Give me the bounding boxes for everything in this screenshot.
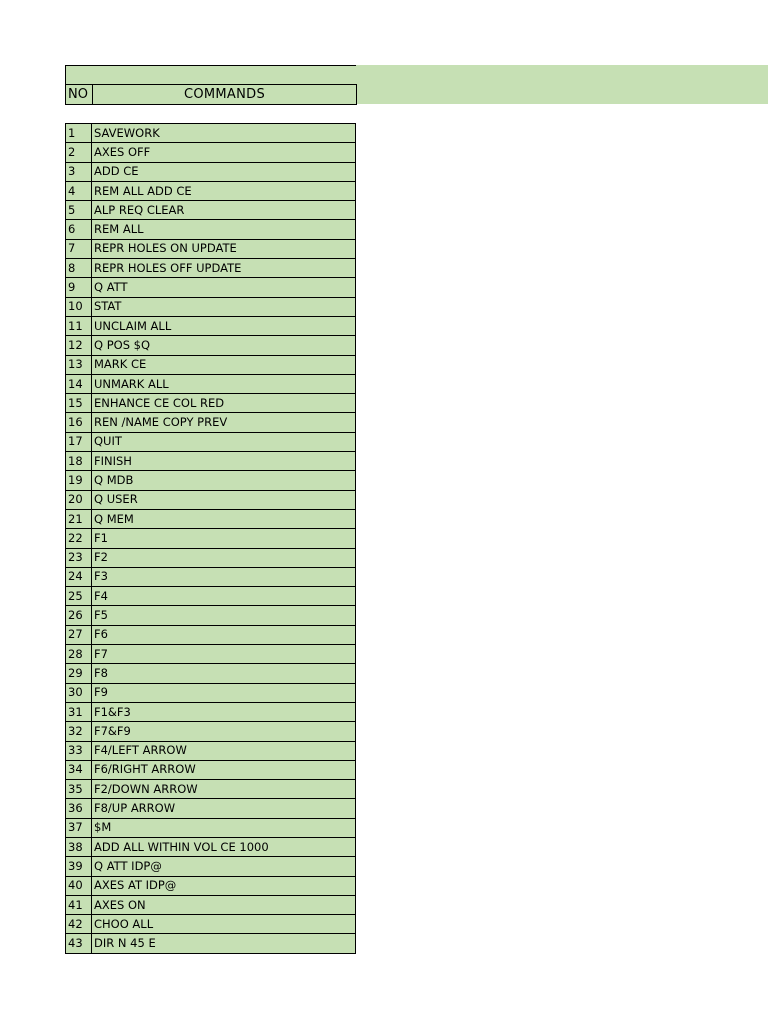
- table-row: [66, 278, 356, 297]
- command-cell[interactable]: FINISH: [92, 452, 356, 471]
- command-cell[interactable]: F9: [92, 683, 356, 702]
- command-cell[interactable]: ADD CE: [92, 162, 356, 181]
- table-row: [66, 587, 356, 606]
- commands-table-body: [66, 124, 356, 954]
- table-row: [66, 316, 356, 335]
- command-cell[interactable]: QUIT: [92, 432, 356, 451]
- row-number-cell[interactable]: 11: [66, 316, 92, 335]
- command-cell[interactable]: UNMARK ALL: [92, 374, 356, 393]
- row-number-cell[interactable]: 19: [66, 471, 92, 490]
- table-row: [66, 239, 356, 258]
- row-number-cell[interactable]: 8: [66, 259, 92, 278]
- row-number-cell[interactable]: 39: [66, 857, 92, 876]
- command-cell[interactable]: F6: [92, 625, 356, 644]
- row-number-cell[interactable]: 28: [66, 645, 92, 664]
- row-number-cell[interactable]: 23: [66, 548, 92, 567]
- table-row: [66, 297, 356, 316]
- command-cell[interactable]: F8/UP ARROW: [92, 799, 356, 818]
- command-cell[interactable]: F1: [92, 529, 356, 548]
- row-number-cell[interactable]: 10: [66, 297, 92, 316]
- row-number-cell[interactable]: 18: [66, 452, 92, 471]
- row-number-cell[interactable]: 20: [66, 490, 92, 509]
- command-cell[interactable]: SAVEWORK: [92, 124, 356, 143]
- command-cell[interactable]: REPR HOLES OFF UPDATE: [92, 259, 356, 278]
- row-number-cell[interactable]: 14: [66, 374, 92, 393]
- command-cell[interactable]: F7&F9: [92, 722, 356, 741]
- row-number-cell[interactable]: 12: [66, 336, 92, 355]
- row-number-cell[interactable]: 42: [66, 915, 92, 934]
- table-row: [66, 645, 356, 664]
- command-cell[interactable]: F6/RIGHT ARROW: [92, 760, 356, 779]
- table-row: [66, 837, 356, 856]
- command-cell[interactable]: ALP REQ CLEAR: [92, 201, 356, 220]
- command-cell[interactable]: REN /NAME COPY PREV: [92, 413, 356, 432]
- command-cell[interactable]: AXES AT IDP@: [92, 876, 356, 895]
- row-number-cell[interactable]: 21: [66, 509, 92, 528]
- command-cell[interactable]: Q MDB: [92, 471, 356, 490]
- row-number-cell[interactable]: 30: [66, 683, 92, 702]
- command-cell[interactable]: CHOO ALL: [92, 915, 356, 934]
- command-cell[interactable]: F1&F3: [92, 702, 356, 721]
- command-cell[interactable]: $M: [92, 818, 356, 837]
- row-number-cell[interactable]: 5: [66, 201, 92, 220]
- command-cell[interactable]: F4: [92, 587, 356, 606]
- row-number-cell[interactable]: 22: [66, 529, 92, 548]
- command-cell[interactable]: Q ATT: [92, 278, 356, 297]
- table-row: [66, 934, 356, 953]
- table-row: [66, 876, 356, 895]
- table-row: [66, 394, 356, 413]
- command-cell[interactable]: REM ALL ADD CE: [92, 181, 356, 200]
- table-row: [66, 374, 356, 393]
- row-number-cell[interactable]: 24: [66, 567, 92, 586]
- table-row: [66, 722, 356, 741]
- row-number-cell[interactable]: 31: [66, 702, 92, 721]
- row-number-cell[interactable]: 41: [66, 895, 92, 914]
- table-row: [66, 548, 356, 567]
- command-cell[interactable]: DIR N 45 E: [92, 934, 356, 953]
- table-row: [66, 625, 356, 644]
- table-row: [66, 567, 356, 586]
- table-row: [66, 336, 356, 355]
- table-row: [66, 220, 356, 239]
- table-row: [66, 664, 356, 683]
- row-number-cell[interactable]: 27: [66, 625, 92, 644]
- row-number-cell[interactable]: 2: [66, 143, 92, 162]
- table-row: [66, 857, 356, 876]
- table-row: [66, 181, 356, 200]
- row-number-cell[interactable]: 34: [66, 760, 92, 779]
- table-row: [66, 471, 356, 490]
- command-cell[interactable]: F3: [92, 567, 356, 586]
- row-number-cell[interactable]: 32: [66, 722, 92, 741]
- row-number-cell[interactable]: 25: [66, 587, 92, 606]
- command-cell[interactable]: Q USER: [92, 490, 356, 509]
- commands-table: [65, 123, 356, 954]
- table-row: [66, 124, 356, 143]
- command-cell[interactable]: REPR HOLES ON UPDATE: [92, 239, 356, 258]
- command-cell[interactable]: F7: [92, 645, 356, 664]
- table-row: [66, 452, 356, 471]
- table-row: [66, 799, 356, 818]
- row-number-cell[interactable]: 26: [66, 606, 92, 625]
- row-number-cell[interactable]: 15: [66, 394, 92, 413]
- row-number-cell[interactable]: 1: [66, 124, 92, 143]
- table-row: [66, 509, 356, 528]
- row-number-cell[interactable]: 9: [66, 278, 92, 297]
- table-row: [66, 606, 356, 625]
- table-row: [66, 162, 356, 181]
- command-cell[interactable]: ADD ALL WITHIN VOL CE 1000: [92, 837, 356, 856]
- table-row: [66, 818, 356, 837]
- column-header-row: [65, 84, 357, 105]
- table-row: [66, 143, 356, 162]
- command-cell[interactable]: REM ALL: [92, 220, 356, 239]
- table-row: [66, 760, 356, 779]
- command-cell[interactable]: AXES ON: [92, 895, 356, 914]
- row-number-cell[interactable]: 29: [66, 664, 92, 683]
- row-number-cell[interactable]: 37: [66, 818, 92, 837]
- table-row: [66, 780, 356, 799]
- command-cell[interactable]: F5: [92, 606, 356, 625]
- row-number-cell[interactable]: 16: [66, 413, 92, 432]
- row-number-cell[interactable]: 36: [66, 799, 92, 818]
- row-number-cell[interactable]: 38: [66, 837, 92, 856]
- row-number-cell[interactable]: 17: [66, 432, 92, 451]
- table-row: [66, 201, 356, 220]
- command-cell[interactable]: AXES OFF: [92, 143, 356, 162]
- command-cell[interactable]: F8: [92, 664, 356, 683]
- table-row: [66, 259, 356, 278]
- command-cell[interactable]: UNCLAIM ALL: [92, 316, 356, 335]
- table-row: [66, 490, 356, 509]
- table-row: [66, 683, 356, 702]
- row-number-cell[interactable]: 35: [66, 780, 92, 799]
- row-number-cell[interactable]: 3: [66, 162, 92, 181]
- column-header-commands[interactable]: COMMANDS: [183, 87, 266, 102]
- row-number-cell[interactable]: 40: [66, 876, 92, 895]
- command-cell[interactable]: F2/DOWN ARROW: [92, 780, 356, 799]
- table-row: [66, 529, 356, 548]
- command-cell[interactable]: F2: [92, 548, 356, 567]
- table-row: [66, 355, 356, 374]
- command-cell[interactable]: Q ATT IDP@: [92, 857, 356, 876]
- table-row: [66, 702, 356, 721]
- header-top-border: [65, 65, 356, 66]
- command-cell[interactable]: Q MEM: [92, 509, 356, 528]
- command-cell[interactable]: Q POS $Q: [92, 336, 356, 355]
- command-cell[interactable]: ENHANCE CE COL RED: [92, 394, 356, 413]
- column-header-no[interactable]: NO: [66, 85, 93, 104]
- row-number-cell[interactable]: 33: [66, 741, 92, 760]
- table-row: [66, 413, 356, 432]
- row-number-cell[interactable]: 6: [66, 220, 92, 239]
- command-cell[interactable]: MARK CE: [92, 355, 356, 374]
- table-row: [66, 741, 356, 760]
- table-row: [66, 895, 356, 914]
- command-cell[interactable]: STAT: [92, 297, 356, 316]
- row-number-cell[interactable]: 13: [66, 355, 92, 374]
- row-number-cell[interactable]: 4: [66, 181, 92, 200]
- table-row: [66, 915, 356, 934]
- table-row: [66, 432, 356, 451]
- row-number-cell[interactable]: 7: [66, 239, 92, 258]
- row-number-cell[interactable]: 43: [66, 934, 92, 953]
- command-cell[interactable]: F4/LEFT ARROW: [92, 741, 356, 760]
